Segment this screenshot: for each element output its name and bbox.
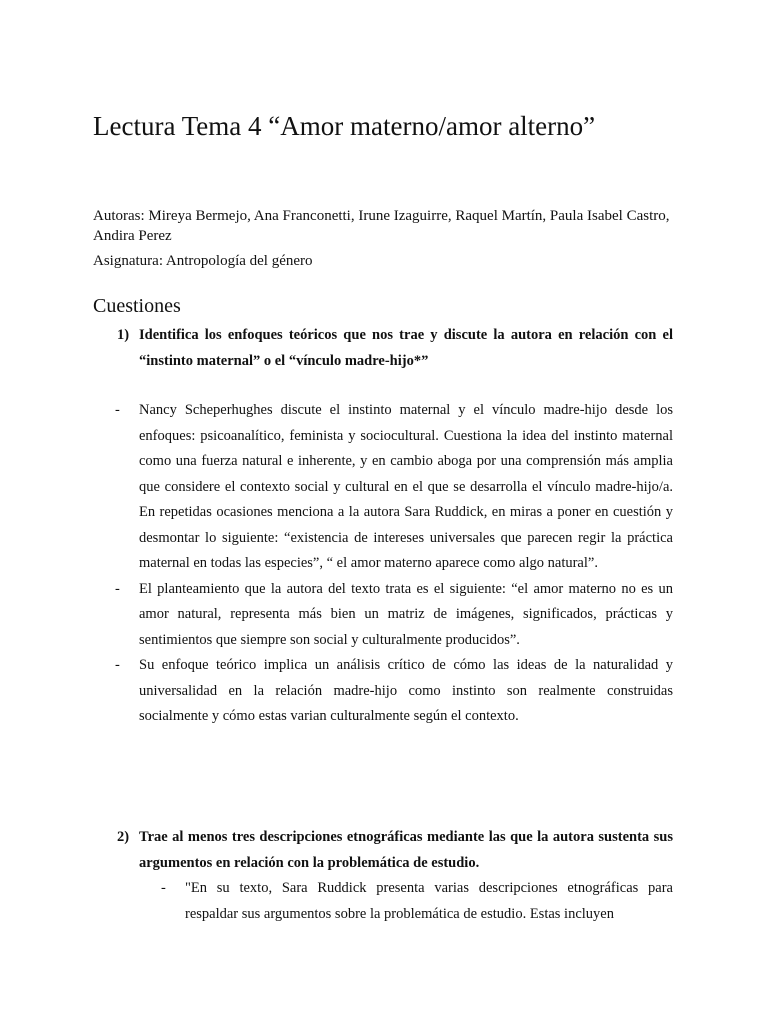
document-title: Lectura Tema 4 “Amor materno/amor alterno” <box>93 111 596 141</box>
bullet-dash: - <box>115 580 120 597</box>
answer-item <box>115 398 673 577</box>
question-number: 2) <box>117 829 130 845</box>
answer-item <box>115 577 673 654</box>
bullet-dash: - <box>115 657 120 673</box>
bullet-dash: - <box>115 402 120 418</box>
question-1 <box>117 322 673 374</box>
answer-text: Su enfoque teórico implica un análisis crítico de cómo las ideas de la naturalidad y universalidad en la relación madre-hijo como instinto son realmente construidas socialmente y cómo estas varian culturalmente según el contexto. <box>139 657 673 724</box>
authors-line: Autoras: Mireya Bermejo, Ana Franconetti, Irune Izaguirre, Raquel Martín, Paula Isabel Castro, Andira Perez <box>93 208 670 244</box>
question-2 <box>117 824 673 876</box>
subject-line: Asignatura: Antropología del género <box>93 253 313 269</box>
answer-text: El planteamiento que la autora del texto trata es el siguiente: “el amor materno no es un amor natural, representa más bien un matriz de imágenes, significados, prácticas y sentimientos que siempre son social y culturalmente producidos”. <box>139 580 673 648</box>
answer-text: Nancy Scheperhughes discute el instinto maternal y el vínculo madre-hijo desde los enfoques: psicoanalítico, feminista y sociocultural. Cuestiona la idea del instinto maternal como una fuerza natural e inherente, y en cambio aboga por una comprensión más amplia que considere el contexto social y cultural en el que se desarrolla el vínculo madre-hijo/a. En repetidas ocasiones menciona a la autora Sara Ruddick, en miras a poner en cuestión y desmontar lo siguiente: “existencia de intereses universales que parecen regir la práctica maternal en todas las especies”, “ el amor materno aparece como algo natural”. <box>139 402 673 571</box>
answer-text: "En su texto, Sara Ruddick presenta varias descripciones etnográficas para respaldar sus argumentos sobre la problemática de estudio. Estas incluyen <box>185 880 673 922</box>
answer-list-2 <box>161 876 673 927</box>
answer-list-1 <box>115 398 673 730</box>
question-text: Identifica los enfoques teóricos que nos trae y discute la autora en relación con el “instinto maternal” o el “vínculo madre-hijo*” <box>139 327 673 369</box>
answer-item <box>161 876 673 927</box>
question-number: 1) <box>117 327 130 343</box>
question-text: Trae al menos tres descripciones etnográficas mediante las que la autora sustenta sus argumentos en relación con la problemática de estudio. <box>139 829 673 871</box>
bullet-dash: - <box>161 880 166 896</box>
answer-item <box>115 653 673 730</box>
section-heading: Cuestiones <box>93 295 181 317</box>
